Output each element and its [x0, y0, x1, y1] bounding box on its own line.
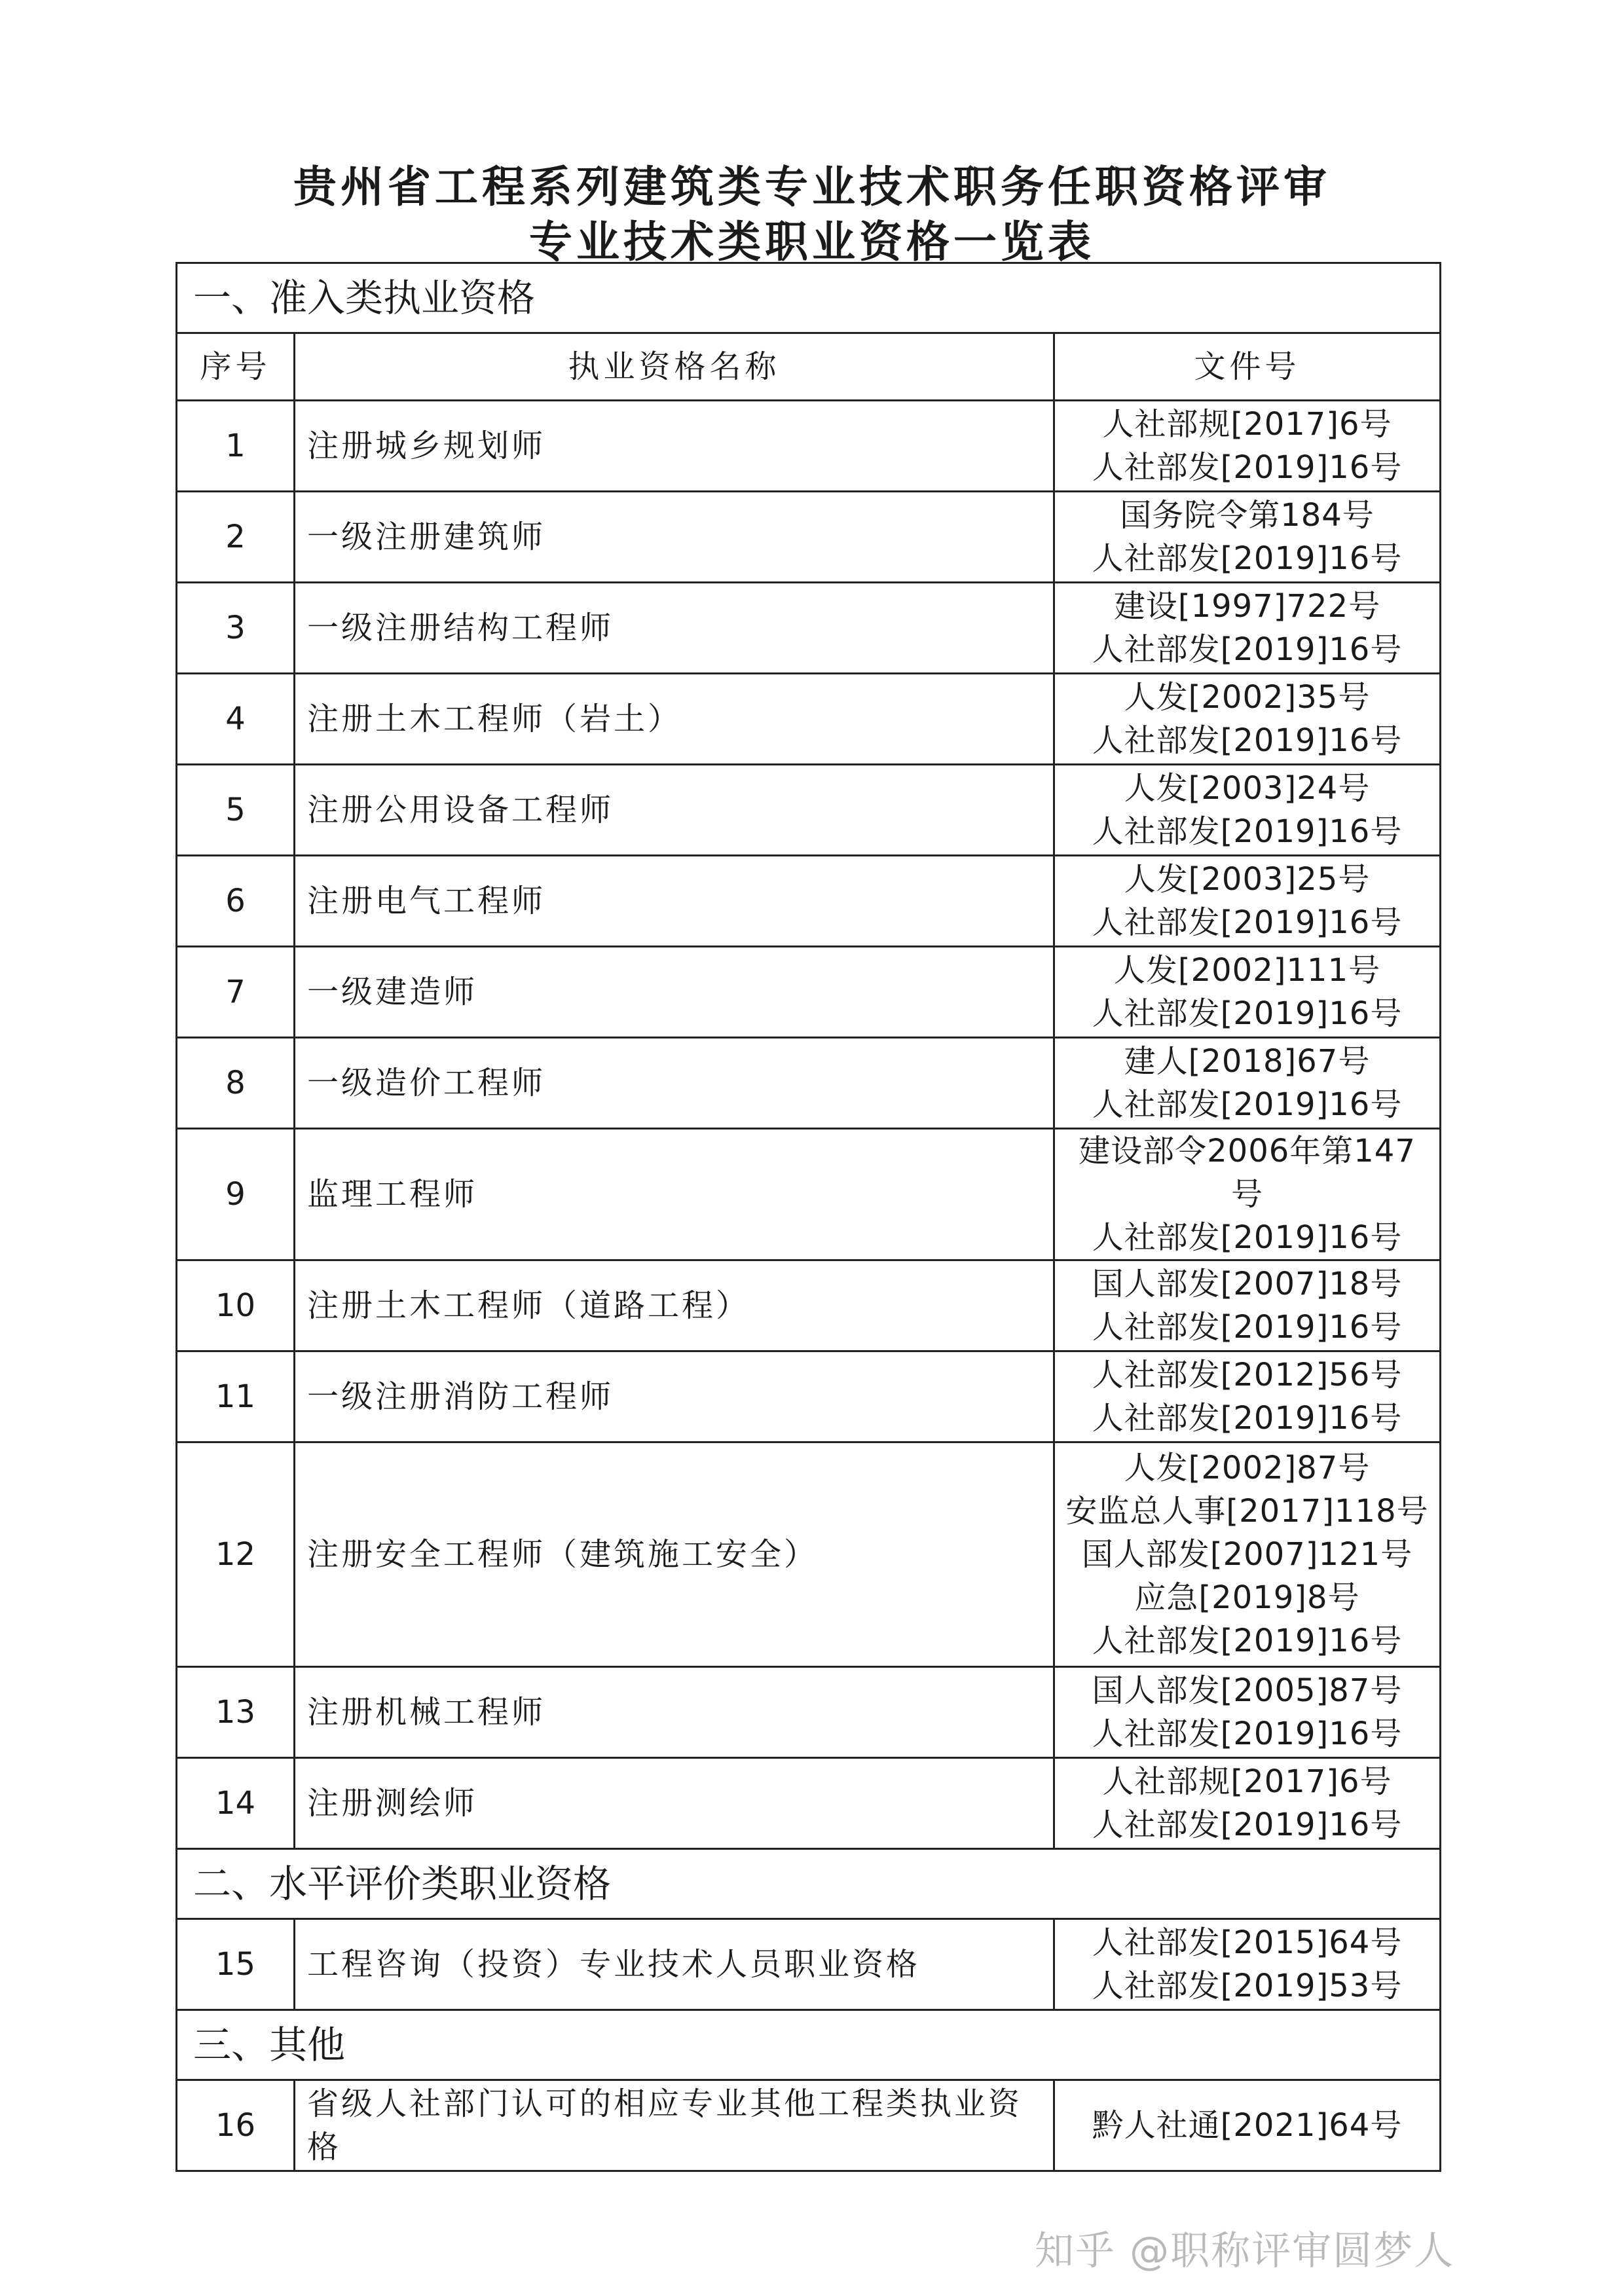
qualification-name: 省级人社部门认可的相应专业其他工程类执业资格 — [295, 2080, 1054, 2171]
table-row — [177, 1038, 1441, 1129]
row-number: 10 — [177, 1260, 295, 1351]
document-number: 建人[2018]67号 — [1124, 1043, 1371, 1080]
document-number: 人社部发[2019]16号 — [1092, 995, 1403, 1032]
document-number: 建设部令2006年第147号 — [1079, 1133, 1416, 1213]
document-number: 人社部发[2019]16号 — [1092, 540, 1403, 577]
table-row — [177, 1351, 1441, 1442]
document-numbers — [1054, 1260, 1441, 1351]
row-number: 13 — [177, 1667, 295, 1758]
section-heading: 一、准入类执业资格 — [177, 263, 1441, 333]
table-row — [177, 1260, 1441, 1351]
document-number: 人发[2003]24号 — [1124, 770, 1371, 807]
column-header-row — [177, 333, 1441, 401]
table-row — [177, 765, 1441, 856]
document-numbers — [1054, 1129, 1441, 1260]
qualification-name: 一级造价工程师 — [295, 1038, 1054, 1129]
section-row — [177, 1849, 1441, 1919]
document-numbers — [1054, 401, 1441, 492]
row-number: 7 — [177, 947, 295, 1038]
document-numbers — [1054, 1351, 1441, 1442]
table-row — [177, 492, 1441, 583]
qualification-name: 一级注册结构工程师 — [295, 583, 1054, 674]
document-number: 人社部发[2019]16号 — [1092, 1807, 1403, 1843]
document-numbers — [1054, 2080, 1441, 2171]
document-number: 人社部发[2019]16号 — [1092, 1219, 1403, 1256]
section-heading: 三、其他 — [177, 2010, 1441, 2080]
document-numbers — [1054, 765, 1441, 856]
row-number: 16 — [177, 2080, 295, 2171]
document-number: 人社部发[2019]16号 — [1092, 449, 1403, 486]
document-number: 人社部发[2015]64号 — [1092, 1924, 1403, 1961]
document-number: 安监总人事[2017]118号 — [1065, 1493, 1429, 1530]
document-number: 人社部发[2019]16号 — [1092, 1309, 1403, 1346]
row-number: 4 — [177, 674, 295, 765]
table-row — [177, 947, 1441, 1038]
document-number: 人社部发[2019]16号 — [1092, 813, 1403, 850]
table-row — [177, 583, 1441, 674]
table-row — [177, 1442, 1441, 1667]
row-number: 14 — [177, 1758, 295, 1849]
row-number: 1 — [177, 401, 295, 492]
qualification-name: 工程咨询（投资）专业技术人员职业资格 — [295, 1919, 1054, 2010]
table-row — [177, 1667, 1441, 1758]
table-row — [177, 856, 1441, 947]
table-row — [177, 401, 1441, 492]
document-number: 人社部发[2012]56号 — [1092, 1357, 1403, 1393]
document-numbers — [1054, 1758, 1441, 1849]
row-number: 5 — [177, 765, 295, 856]
table-row — [177, 2080, 1441, 2171]
section-row — [177, 263, 1441, 333]
document-number: 人社部发[2019]53号 — [1092, 1968, 1403, 2004]
section-heading: 二、水平评价类职业资格 — [177, 1849, 1441, 1919]
row-number: 2 — [177, 492, 295, 583]
header-no: 序号 — [177, 333, 295, 401]
document-number: 国人部发[2007]121号 — [1081, 1536, 1413, 1573]
row-number: 9 — [177, 1129, 295, 1260]
qualification-table — [175, 262, 1441, 2172]
document-number: 人社部发[2019]16号 — [1092, 722, 1403, 759]
document-number: 人社部发[2019]16号 — [1092, 1623, 1403, 1659]
document-number: 人社部发[2019]16号 — [1092, 1400, 1403, 1437]
document-numbers — [1054, 583, 1441, 674]
document-number: 人发[2002]111号 — [1113, 952, 1381, 989]
row-number: 15 — [177, 1919, 295, 2010]
document-number: 国人部发[2007]18号 — [1092, 1266, 1403, 1302]
document-number: 建设[1997]722号 — [1113, 588, 1381, 625]
document-number: 人社部发[2019]16号 — [1092, 904, 1403, 941]
header-name: 执业资格名称 — [295, 333, 1054, 401]
qualification-name: 注册城乡规划师 — [295, 401, 1054, 492]
qualification-name: 注册测绘师 — [295, 1758, 1054, 1849]
header-doc: 文件号 — [1054, 333, 1441, 401]
document-number: 人社部发[2019]16号 — [1092, 1086, 1403, 1123]
document-numbers — [1054, 674, 1441, 765]
qualification-name: 注册电气工程师 — [295, 856, 1054, 947]
document-numbers — [1054, 1667, 1441, 1758]
watermark: 知乎 @职称评审圆梦人 — [1035, 2228, 1455, 2274]
table-row — [177, 1758, 1441, 1849]
qualification-name: 一级注册消防工程师 — [295, 1351, 1054, 1442]
document-numbers — [1054, 492, 1441, 583]
document-numbers — [1054, 856, 1441, 947]
document-number: 人社部发[2019]16号 — [1092, 631, 1403, 668]
document-numbers — [1054, 1038, 1441, 1129]
document-number: 人社部规[2017]6号 — [1102, 406, 1392, 443]
qualification-name: 监理工程师 — [295, 1129, 1054, 1260]
document-number: 人发[2002]87号 — [1124, 1450, 1371, 1486]
qualification-name: 注册公用设备工程师 — [295, 765, 1054, 856]
table-row — [177, 1129, 1441, 1260]
row-number: 12 — [177, 1442, 295, 1667]
document-number: 人社部发[2019]16号 — [1092, 1716, 1403, 1752]
document-numbers — [1054, 1919, 1441, 2010]
document-numbers — [1054, 1442, 1441, 1667]
document-number: 人社部规[2017]6号 — [1102, 1763, 1392, 1800]
table-row — [177, 674, 1441, 765]
document-title: 贵州省工程系列建筑类专业技术职务任职资格评审 — [293, 162, 1331, 212]
qualification-name: 注册安全工程师（建筑施工安全） — [295, 1442, 1054, 1667]
document-subtitle: 专业技术类职业资格一览表 — [529, 217, 1095, 267]
section-row — [177, 2010, 1441, 2080]
qualification-name: 注册土木工程师（道路工程） — [295, 1260, 1054, 1351]
document-number: 人发[2002]35号 — [1124, 679, 1371, 716]
document-number: 国务院令第184号 — [1120, 497, 1375, 534]
row-number: 11 — [177, 1351, 295, 1442]
qualification-name: 注册土木工程师（岩土） — [295, 674, 1054, 765]
qualification-name: 一级注册建筑师 — [295, 492, 1054, 583]
document-number: 人发[2003]25号 — [1124, 861, 1371, 898]
row-number: 8 — [177, 1038, 295, 1129]
row-number: 3 — [177, 583, 295, 674]
document-numbers — [1054, 947, 1441, 1038]
document-number: 国人部发[2005]87号 — [1092, 1672, 1403, 1709]
table-row — [177, 1919, 1441, 2010]
document-number: 黔人社通[2021]64号 — [1092, 2107, 1403, 2144]
row-number: 6 — [177, 856, 295, 947]
qualification-name: 一级建造师 — [295, 947, 1054, 1038]
document-number: 应急[2019]8号 — [1134, 1579, 1360, 1616]
qualification-name: 注册机械工程师 — [295, 1667, 1054, 1758]
